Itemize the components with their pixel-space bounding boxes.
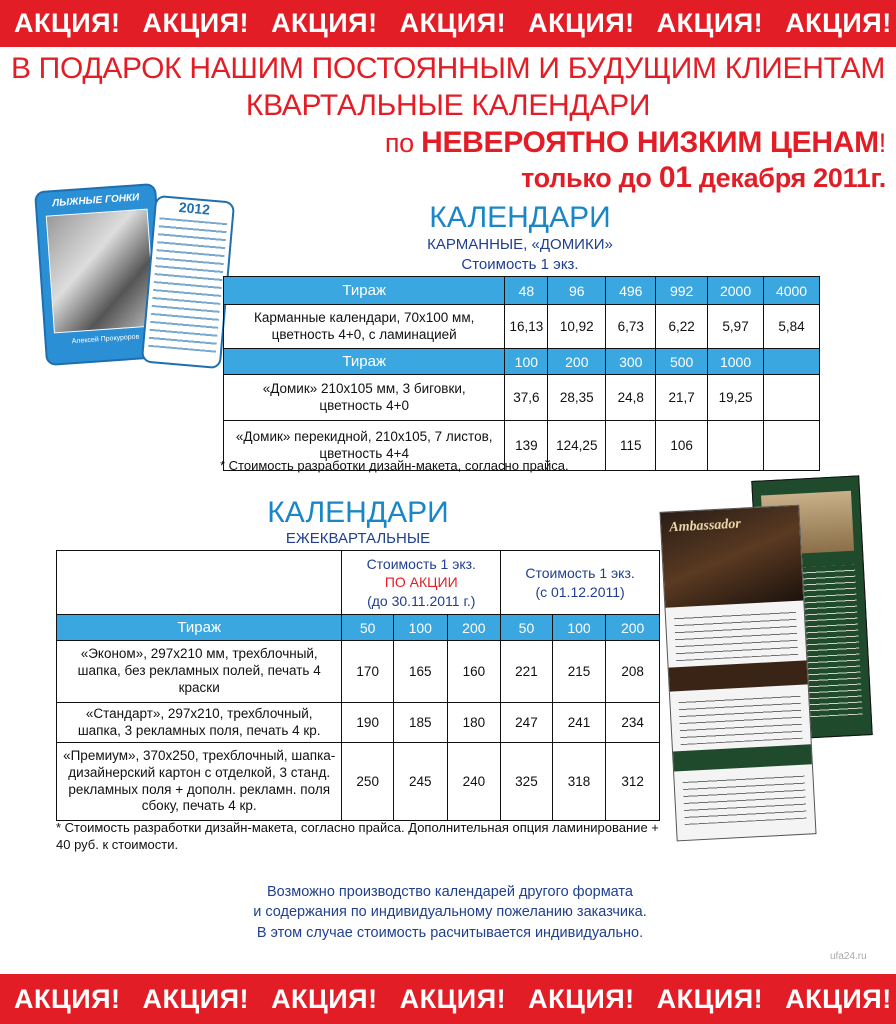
quarterly-cost-header-row (57, 551, 660, 615)
qty-cell: 200 (447, 615, 501, 641)
qty-cell: 200 (548, 349, 606, 375)
bottom-promo-banner (0, 974, 896, 1024)
qty-cell: 100 (552, 615, 606, 641)
pocket-calendar-grid-card (141, 195, 235, 369)
price-cell: 115 (606, 421, 656, 471)
headline-emphasis: НЕВЕРОЯТНО НИЗКИМ ЦЕНАМ (421, 126, 879, 159)
price-cell: 240 (447, 743, 501, 821)
quarterly-section-title: КАЛЕНДАРИ (267, 496, 449, 529)
promo-head-line: (до 30.11.2011 г.) (367, 592, 476, 609)
price-cell: 5,97 (708, 305, 764, 349)
qty-cell: 50 (501, 615, 553, 641)
deadline-suffix: декабря 2011г. (691, 163, 886, 193)
price-cell: 312 (606, 743, 660, 821)
product-description: «Домик» перекидной, 210х105, 7 листов, цветность 4+4 (224, 421, 505, 471)
price-cell: 37,6 (505, 375, 548, 421)
qty-cell-empty (764, 349, 820, 375)
banner-item: АКЦИЯ! (271, 984, 378, 1014)
quarterly-calendar-ambassador (659, 505, 816, 842)
price-cell: 318 (552, 743, 606, 821)
quarterly-qty-header-row (57, 615, 660, 641)
price-cell: 241 (552, 703, 606, 743)
regular-price-header (501, 551, 660, 615)
product-description: «Стандарт», 297х210, трехблочный, шапка, 3 рекламных поля, печать 4 кр. (57, 703, 342, 743)
price-cell-empty (708, 421, 764, 471)
price-cell: 139 (505, 421, 548, 471)
skier-photo (46, 209, 156, 334)
banner-item: АКЦИЯ! (14, 8, 121, 38)
qty-cell: 300 (606, 349, 656, 375)
price-cell: 180 (447, 703, 501, 743)
price-cell-empty (764, 375, 820, 421)
tirazh-label: Тираж (224, 349, 505, 375)
headline-line-2: КВАРТАЛЬНЫЕ КАЛЕНДАРИ (245, 89, 651, 122)
empty-header-cell (57, 551, 342, 615)
price-cell-empty (764, 421, 820, 471)
quarterly-footnote: * Стоимость разработки дизайн-макета, согласно прайса. Дополнительная опция ламинирование + 40 руб. к стоимости. (56, 820, 659, 852)
top-promo-banner (0, 0, 896, 47)
site-watermark: ufa24.ru (830, 951, 867, 962)
qty-cell: 200 (606, 615, 660, 641)
qty-cell: 96 (548, 277, 606, 305)
calendar-header (661, 506, 804, 608)
price-cell: 24,8 (606, 375, 656, 421)
banner-item: АКЦИЯ! (14, 984, 121, 1014)
price-cell: 234 (606, 703, 660, 743)
brand-logo: Ambassador (668, 516, 742, 536)
table-row (57, 703, 660, 743)
qty-cell: 48 (505, 277, 548, 305)
table-row (57, 641, 660, 703)
price-cell: 185 (393, 703, 447, 743)
pocket-price-table (223, 276, 820, 471)
promo-head-line: Стоимость 1 экз. (366, 556, 476, 573)
price-cell: 245 (393, 743, 447, 821)
pocket-footnote: * Стоимость разработки дизайн-макета, согласно прайса. (220, 458, 569, 473)
price-cell: 190 (342, 703, 394, 743)
card-year: 2012 (178, 198, 211, 218)
banner-item: АКЦИЯ! (528, 984, 635, 1014)
qty-cell: 2000 (708, 277, 764, 305)
calendar-block (682, 771, 806, 825)
headline-prefix: по (384, 128, 422, 158)
product-description: «Премиум», 370х250, трехблочный, шапка-дизайнерский картон с отделкой, 3 станд. рекламных поля + дополн. рекламн. поля сбоку, печать 4 кр. (57, 743, 342, 821)
table-row (224, 305, 820, 349)
headline-suffix: ! (878, 128, 886, 158)
price-cell: 221 (501, 641, 553, 703)
pocket-header-row-2 (224, 349, 820, 375)
custom-order-note (150, 882, 750, 943)
pocket-header-row-1 (224, 277, 820, 305)
table-row (224, 375, 820, 421)
card-title: ЛЫЖНЫЕ ГОНКИ (51, 192, 140, 210)
product-description: «Эконом», 297х210 мм, трехблочный, шапка, без рекламных полей, печать 4 краски (57, 641, 342, 703)
calendar-block (674, 607, 798, 661)
banner-item: АКЦИЯ! (399, 8, 507, 38)
price-cell: 160 (447, 641, 501, 703)
tirazh-label: Тираж (224, 277, 505, 305)
banner-item: АКЦИЯ! (785, 8, 892, 38)
price-cell: 208 (606, 641, 660, 703)
qty-cell: 50 (342, 615, 394, 641)
product-description: Карманные календари, 70х100 мм, цветность 4+0, с ламинацией (224, 305, 505, 349)
product-description: «Домик» 210х105 мм, 3 биговки, цветность 4+0 (224, 375, 505, 421)
price-cell: 19,25 (708, 375, 764, 421)
promo-price-header (342, 551, 501, 615)
banner-item: АКЦИЯ! (656, 8, 764, 38)
regular-head-line: Стоимость 1 экз. (525, 565, 635, 582)
price-cell: 10,92 (548, 305, 606, 349)
custom-order-line: и содержания по индивидуальному пожеланию заказчика. (253, 904, 647, 921)
price-cell: 6,73 (606, 305, 656, 349)
tirazh-label: Тираж (57, 615, 342, 641)
qty-cell: 1000 (708, 349, 764, 375)
banner-item: АКЦИЯ! (528, 8, 635, 38)
price-cell: 165 (393, 641, 447, 703)
table-row (57, 743, 660, 821)
qty-cell: 100 (505, 349, 548, 375)
deadline-day: 01 (658, 161, 692, 194)
price-cell: 247 (501, 703, 553, 743)
headline-line-3 (0, 126, 886, 160)
calendar-band (673, 744, 812, 771)
custom-order-line: В этом случае стоимость расчитывается индивидуально. (256, 924, 644, 941)
banner-item: АКЦИЯ! (142, 984, 250, 1014)
qty-cell: 992 (656, 277, 708, 305)
calendar-grid (148, 217, 227, 352)
price-cell: 106 (656, 421, 708, 471)
custom-order-line: Возможно производство календарей другого формата (267, 884, 633, 900)
pocket-section-title: КАЛЕНДАРИ (429, 201, 611, 234)
calendar-band (669, 660, 808, 691)
regular-head-line: (с 01.12.2011) (535, 583, 625, 600)
pocket-section-subtitle: КАРМАННЫЕ, «ДОМИКИ» (427, 236, 613, 253)
banner-item: АКЦИЯ! (142, 8, 250, 38)
qty-cell: 4000 (764, 277, 820, 305)
card-caption: Алексей Прокуроров (71, 333, 140, 346)
price-cell: 250 (342, 743, 394, 821)
quarterly-section-subtitle: ЕЖЕКВАРТАЛЬНЫЕ (285, 530, 431, 547)
price-cell: 124,25 (548, 421, 606, 471)
banner-item: АКЦИЯ! (656, 984, 764, 1014)
qty-cell: 500 (656, 349, 708, 375)
headline-line-1: В ПОДАРОК НАШИМ ПОСТОЯННЫМ И БУДУЩИМ КЛИЕНТАМ (10, 52, 886, 85)
calendar-block (678, 691, 802, 745)
price-cell: 16,13 (505, 305, 548, 349)
promo-label: ПО АКЦИИ (384, 574, 458, 591)
banner-item: АКЦИЯ! (399, 984, 507, 1014)
banner-item: АКЦИЯ! (785, 984, 892, 1014)
price-cell: 6,22 (656, 305, 708, 349)
deadline-prefix: только до (521, 163, 659, 193)
price-cell: 170 (342, 641, 394, 703)
price-cell: 28,35 (548, 375, 606, 421)
pocket-cost-label: Стоимость 1 экз. (461, 256, 579, 273)
qty-cell: 496 (606, 277, 656, 305)
qty-cell: 100 (393, 615, 447, 641)
price-cell: 215 (552, 641, 606, 703)
quarterly-price-table (56, 550, 660, 821)
price-cell: 21,7 (656, 375, 708, 421)
banner-item: АКЦИЯ! (271, 8, 378, 38)
price-cell: 5,84 (764, 305, 820, 349)
price-cell: 325 (501, 743, 553, 821)
